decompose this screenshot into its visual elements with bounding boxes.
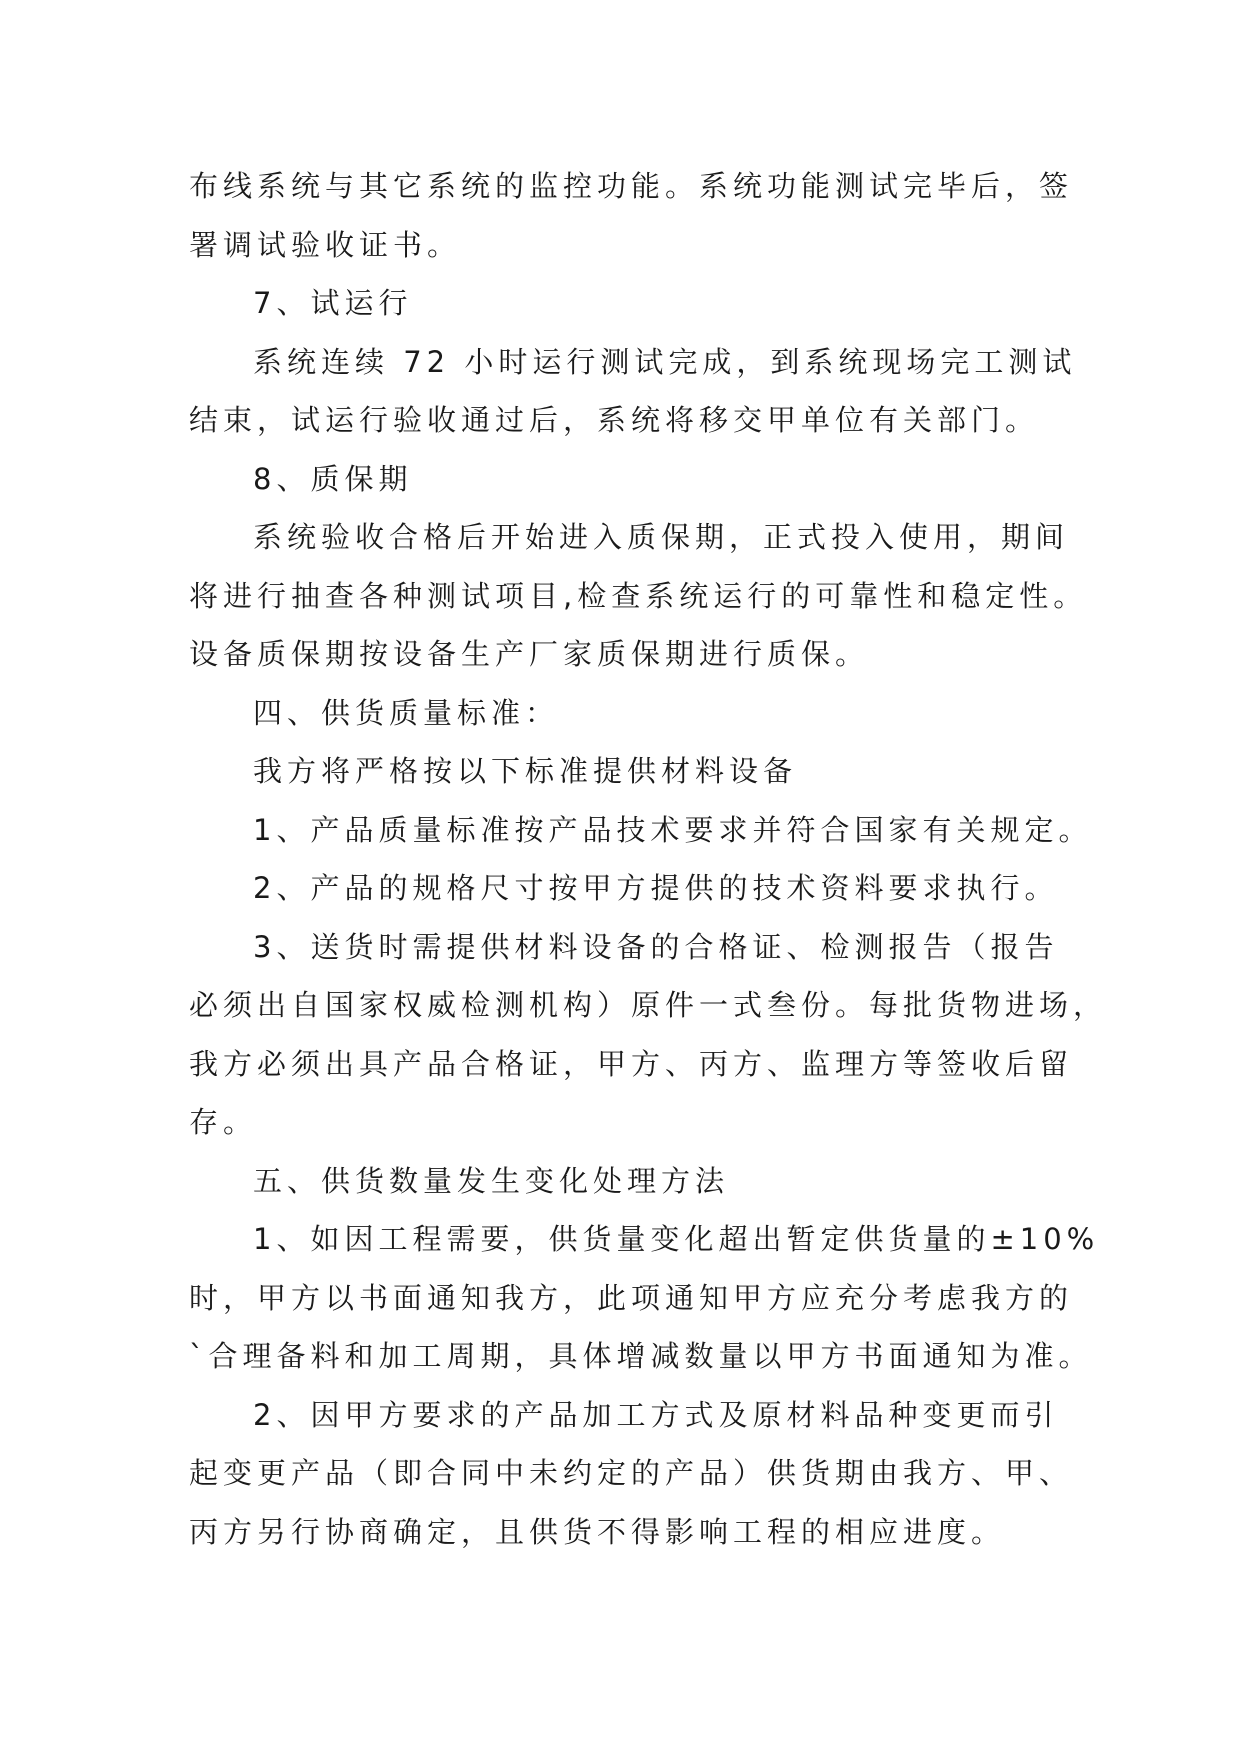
paragraph bbox=[189, 333, 1077, 392]
paragraph bbox=[189, 742, 1061, 801]
text-line: 结束，试运行验收通过后，系统将移交甲单位有关部门。 bbox=[189, 403, 1040, 437]
paragraph bbox=[189, 274, 1061, 333]
text-line: 起变更产品（即合同中未约定的产品）供货期由我方、甲、 bbox=[189, 1456, 1074, 1490]
text-line: 7、试运行 bbox=[253, 286, 413, 320]
text-line: 2、产品的规格尺寸按甲方提供的技术资料要求执行。 bbox=[253, 871, 1059, 905]
text-line: 四、供货质量标准： bbox=[253, 695, 560, 730]
text-line: 系统连续 72 小时运行测试完成，到系统现场完工测试 bbox=[253, 344, 1077, 379]
paragraph bbox=[189, 801, 1093, 860]
text-line: 丙方另行协商确定，且供货不得影响工程的相应进度。 bbox=[189, 1514, 1006, 1549]
text-line: 1、如因工程需要，供货量变化超出暂定供货量的±10% bbox=[253, 1222, 1100, 1256]
text-line: 1、产品质量标准按产品技术要求并符合国家有关规定。 bbox=[253, 812, 1093, 847]
text-line: 存。 bbox=[189, 1105, 258, 1139]
text-line: 署调试验收证书。 bbox=[189, 227, 462, 262]
paragraph bbox=[189, 918, 1061, 977]
text-line: 五、供货数量发生变化处理方法 bbox=[253, 1163, 730, 1198]
paragraph bbox=[189, 859, 1061, 918]
text-line: 系统验收合格后开始进入质保期，正式投入使用，期间 bbox=[253, 520, 1070, 554]
text-line: 我方将严格按以下标准提供材料设备 bbox=[253, 754, 798, 788]
paragraph bbox=[189, 1152, 1061, 1211]
text-line: 8、质保期 bbox=[253, 461, 413, 496]
paragraph bbox=[189, 1269, 1093, 1386]
text-line: 3、送货时需提供材料设备的合格证、检测报告（报告 bbox=[253, 929, 1059, 964]
paragraph bbox=[189, 1444, 1074, 1561]
text-line: 我方必须出具产品合格证，甲方、丙方、监理方等签收后留 bbox=[189, 1046, 1074, 1081]
paragraph bbox=[189, 976, 1108, 1152]
text-line: 布线系统与其它系统的监控功能。系统功能测试完毕后，签 bbox=[189, 169, 1074, 203]
text-line: `合理备料和加工周期，具体增减数量以甲方书面通知为准。 bbox=[189, 1339, 1093, 1373]
text-line: 将进行抽查各种测试项目,检查系统运行的可靠性和稳定性。 bbox=[189, 578, 1088, 613]
paragraph bbox=[189, 1210, 1100, 1269]
document-body bbox=[189, 157, 1108, 1561]
text-line: 时，甲方以书面通知我方，此项通知甲方应充分考虑我方的 bbox=[189, 1280, 1074, 1315]
paragraph bbox=[189, 684, 1061, 743]
paragraph bbox=[189, 391, 1061, 450]
text-line: 必须出自国家权威检测机构）原件一式叁份。每批货物进场， bbox=[189, 988, 1108, 1022]
text-line: 2、因甲方要求的产品加工方式及原材料品种变更而引 bbox=[253, 1397, 1059, 1432]
paragraph bbox=[189, 157, 1074, 274]
paragraph bbox=[189, 450, 1061, 509]
paragraph bbox=[189, 508, 1070, 567]
text-line: 设备质保期按设备生产厂家质保期进行质保。 bbox=[189, 637, 870, 671]
paragraph bbox=[189, 1386, 1061, 1445]
paragraph bbox=[189, 567, 1088, 684]
